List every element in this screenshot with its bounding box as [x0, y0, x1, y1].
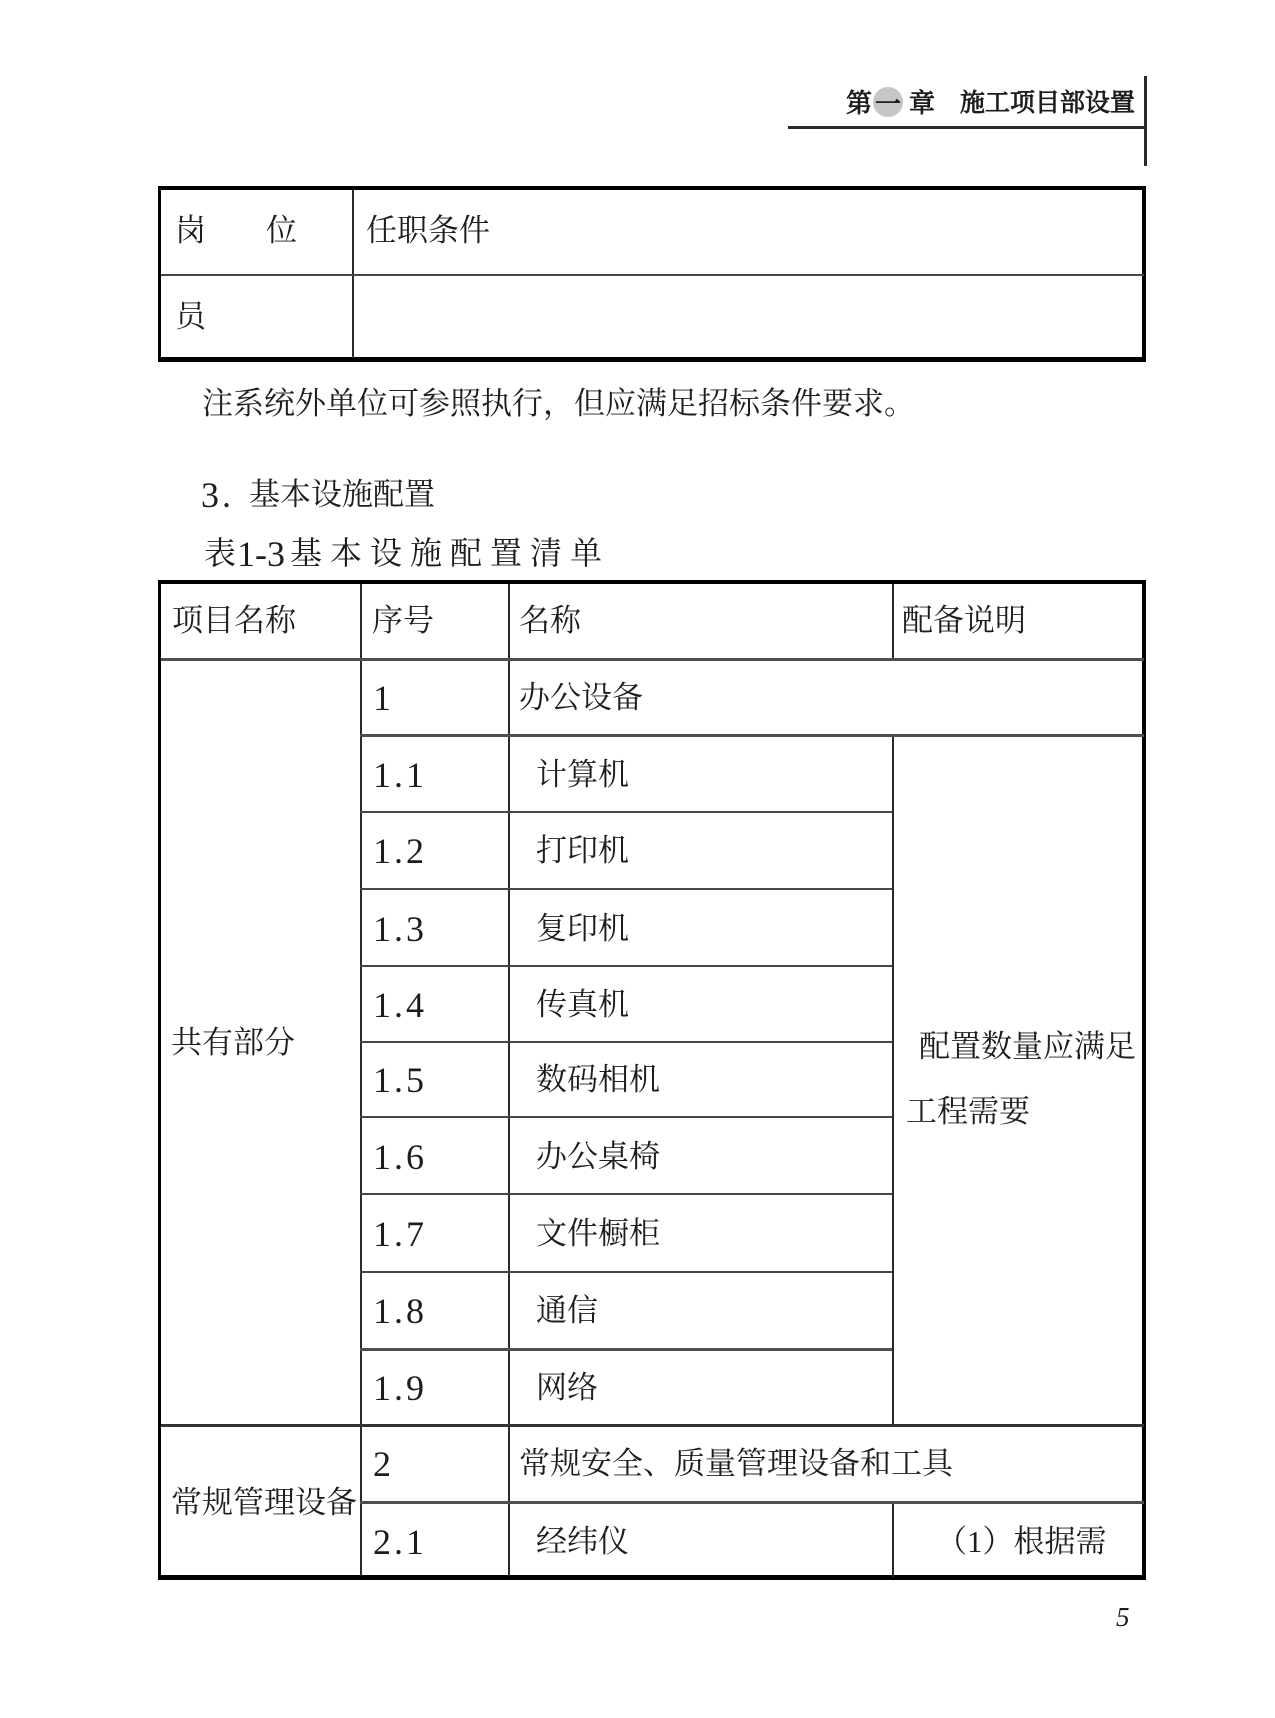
note-text: 注系统外单位可参照执行，但应满足招标条件要求。: [202, 386, 915, 421]
row-remark: （1）根据需: [936, 1524, 1107, 1559]
row-name: 通信: [536, 1293, 598, 1328]
row-seq: 1.4: [373, 985, 427, 1025]
remark-common-line1: 配置数量应满足: [919, 1029, 1136, 1064]
row-seq: 1: [373, 678, 394, 718]
cell-position-label: 岗位: [175, 213, 357, 248]
cell-position-label-2: 员: [175, 299, 206, 334]
chapter-number: 一: [874, 89, 901, 119]
row-divider-1-1: [360, 811, 892, 813]
col-divider-name-remark-bottom: [892, 1501, 894, 1577]
row-name: 办公设备: [519, 680, 643, 715]
caption-table-no: 1-3: [237, 534, 285, 574]
section-divider: [161, 1424, 1144, 1427]
col-header-seq: 序号: [372, 603, 434, 638]
section-title: 基本设施配置: [249, 477, 435, 512]
header-rule: [788, 126, 1146, 129]
row-divider-2: [360, 1501, 1144, 1504]
row-seq: 1.9: [373, 1368, 427, 1408]
header-vertical-rule: [1144, 76, 1147, 166]
cell-condition-label: 任职条件: [366, 213, 490, 248]
row-seq: 1.7: [373, 1214, 427, 1254]
col-header-remark: 配备说明: [902, 603, 1026, 638]
row-name: 计算机: [536, 757, 629, 792]
row-divider-1-8: [360, 1348, 892, 1351]
row-seq: 1.2: [373, 831, 427, 871]
col-header-name: 名称: [519, 603, 581, 638]
row-seq: 1.3: [373, 909, 427, 949]
group-common-label: 共有部分: [171, 1025, 295, 1060]
row-divider-1-7: [360, 1271, 892, 1273]
col-divider-project-seq: [360, 584, 362, 1576]
chapter-number-circle: [873, 87, 903, 117]
row-seq: 2.1: [373, 1522, 427, 1562]
row-name: 传真机: [536, 987, 629, 1022]
caption-table-word: 表: [204, 535, 237, 571]
position-table-row-divider: [161, 274, 1144, 276]
row-divider-1-6: [360, 1193, 892, 1195]
chapter-label-part2: 章: [909, 89, 936, 118]
row-name: 文件橱柜: [536, 1216, 660, 1251]
row-name: 经纬仪: [536, 1524, 629, 1559]
row-name: 打印机: [536, 833, 629, 868]
group-regular-label: 常规管理设备: [171, 1485, 357, 1520]
row-name: 办公桌椅: [536, 1139, 660, 1174]
chapter-title: 施工项目部设置: [960, 90, 1136, 117]
row-seq: 1.5: [373, 1060, 427, 1100]
col-divider-name-remark-body: [892, 735, 894, 1425]
row-name: 网络: [536, 1370, 598, 1405]
caption-title: 基本设施配置清单: [290, 535, 611, 571]
row-name: 常规安全、质量管理设备和工具: [519, 1446, 953, 1481]
row-seq: 1.6: [373, 1137, 427, 1177]
row-divider-1: [360, 734, 1144, 737]
row-seq: 1.8: [373, 1291, 427, 1331]
row-divider-1-3: [360, 965, 892, 967]
col-divider-seq-name: [508, 584, 510, 1576]
row-seq: 2: [373, 1444, 394, 1484]
col-header-project: 项目名称: [172, 603, 296, 638]
row-divider-1-5: [360, 1116, 892, 1118]
row-divider-1-2: [360, 888, 892, 890]
row-divider-1-4: [360, 1041, 892, 1043]
chapter-label-part1: 第: [846, 89, 873, 118]
col-divider-name-remark-header: [892, 584, 894, 660]
row-name: 数码相机: [536, 1062, 660, 1097]
header-row-divider: [161, 658, 1144, 661]
page-number: 5: [1116, 1602, 1130, 1632]
remark-common-line2: 工程需要: [906, 1094, 1030, 1129]
row-seq: 1.1: [373, 755, 427, 795]
section-number: 3.: [201, 475, 234, 515]
row-name: 复印机: [536, 911, 629, 946]
